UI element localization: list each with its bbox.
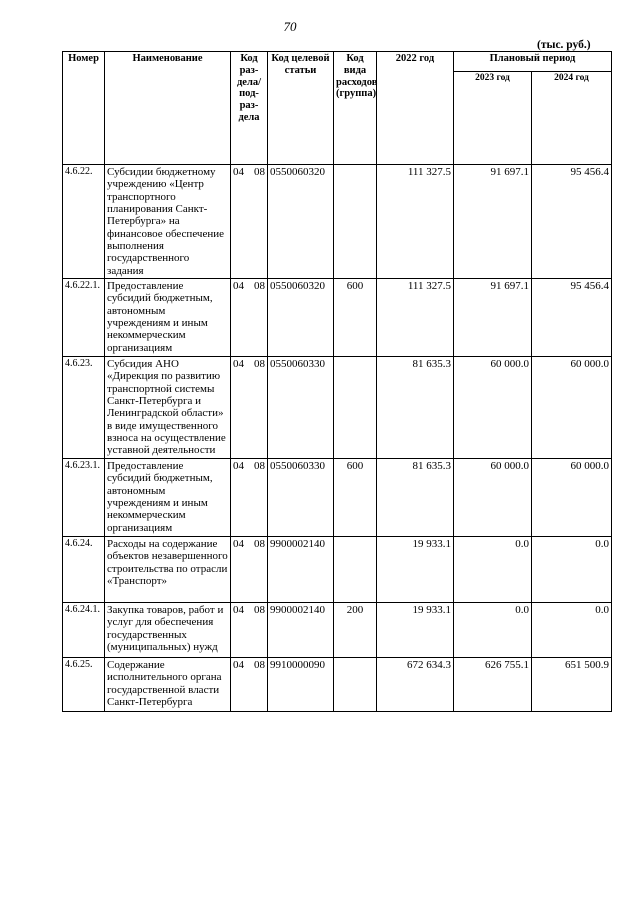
table-row <box>63 537 612 603</box>
header-target-code: Код целевой статьи <box>268 52 334 165</box>
header-name: Наименование <box>105 52 231 165</box>
row-target-code: 0550060330 <box>268 357 334 459</box>
table-row <box>63 459 612 537</box>
table-row <box>63 165 612 279</box>
row-expense-code: 600 <box>334 459 377 537</box>
header-year-2023: 2023 год <box>454 72 532 165</box>
row-expense-code <box>334 357 377 459</box>
row-amount-2022: 111 327.5 <box>377 165 454 279</box>
row-section: 04 <box>233 460 244 472</box>
row-amount-2022: 19 933.1 <box>377 537 454 603</box>
row-expense-code <box>334 165 377 279</box>
row-target-code: 0550060320 <box>268 165 334 279</box>
row-target-code: 9900002140 <box>268 537 334 603</box>
row-section: 04 <box>233 659 244 671</box>
row-amount-2023: 0.0 <box>454 603 532 658</box>
row-section-code <box>231 165 268 279</box>
header-number: Номер <box>63 52 105 165</box>
row-name: Предоставление субсидий бюджетным, автономным учреждениям и иным некоммерческим организациям <box>105 459 231 537</box>
row-amount-2024: 60 000.0 <box>532 459 612 537</box>
budget-table <box>62 51 612 712</box>
row-expense-code: 200 <box>334 603 377 658</box>
row-subsection: 08 <box>254 659 265 671</box>
row-amount-2023: 626 755.1 <box>454 658 532 712</box>
row-name: Закупка товаров, работ и услуг для обеспечения государственных (муниципальных) нужд <box>105 603 231 658</box>
row-amount-2023: 60 000.0 <box>454 357 532 459</box>
row-amount-2022: 81 635.3 <box>377 357 454 459</box>
header-planned-period: Плановый период <box>454 52 612 72</box>
row-section: 04 <box>233 604 244 616</box>
row-name: Расходы на содержание объектов незавершенного строительства по отрасли «Транспорт» <box>105 537 231 603</box>
row-number: 4.6.22. <box>63 165 105 279</box>
row-expense-code <box>334 658 377 712</box>
row-number: 4.6.24. <box>63 537 105 603</box>
row-subsection: 08 <box>254 358 265 370</box>
row-amount-2024: 0.0 <box>532 603 612 658</box>
row-section: 04 <box>233 166 244 178</box>
units-label: (тыс. руб.) <box>537 39 591 51</box>
row-section-code <box>231 658 268 712</box>
row-number: 4.6.22.1. <box>63 279 105 357</box>
row-number: 4.6.24.1. <box>63 603 105 658</box>
page-number: 70 <box>283 19 297 34</box>
table-row <box>63 357 612 459</box>
row-section-code <box>231 279 268 357</box>
row-name: Субсидия АНО «Дирекция по развитию транспортной системы Санкт-Петербурга и Ленинградской области» в виде имущественного взноса на осуществление уставной деятельности <box>105 357 231 459</box>
row-amount-2023: 91 697.1 <box>454 279 532 357</box>
header-year-2024: 2024 год <box>532 72 612 165</box>
row-number: 4.6.25. <box>63 658 105 712</box>
row-target-code: 0550060330 <box>268 459 334 537</box>
row-section-code <box>231 537 268 603</box>
row-name: Содержание исполнительного органа государственной власти Санкт-Петербурга <box>105 658 231 712</box>
row-number: 4.6.23.1. <box>63 459 105 537</box>
row-amount-2022: 111 327.5 <box>377 279 454 357</box>
row-amount-2024: 60 000.0 <box>532 357 612 459</box>
table-row <box>63 658 612 712</box>
row-amount-2023: 91 697.1 <box>454 165 532 279</box>
row-subsection: 08 <box>254 166 265 178</box>
header-section-code: Код раз-дела/ под-раз-дела <box>231 52 268 165</box>
row-section: 04 <box>233 358 244 370</box>
row-section: 04 <box>233 538 244 550</box>
row-amount-2024: 95 456.4 <box>532 279 612 357</box>
header-year-2022: 2022 год <box>377 52 454 165</box>
row-amount-2022: 19 933.1 <box>377 603 454 658</box>
row-section-code <box>231 459 268 537</box>
row-amount-2023: 0.0 <box>454 537 532 603</box>
table-header <box>63 52 612 165</box>
row-amount-2022: 81 635.3 <box>377 459 454 537</box>
table-body <box>63 165 612 712</box>
table-row <box>63 279 612 357</box>
row-amount-2024: 651 500.9 <box>532 658 612 712</box>
row-target-code: 9910000090 <box>268 658 334 712</box>
row-subsection: 08 <box>254 460 265 472</box>
row-section-code <box>231 603 268 658</box>
row-amount-2024: 95 456.4 <box>532 165 612 279</box>
row-section: 04 <box>233 280 244 292</box>
row-name: Субсидии бюджетному учреждению «Центр транспортного планирования Санкт-Петербурга» на финансовое обеспечение выполнения государственного задания <box>105 165 231 279</box>
row-amount-2023: 60 000.0 <box>454 459 532 537</box>
table-row <box>63 603 612 658</box>
row-amount-2024: 0.0 <box>532 537 612 603</box>
header-expense-code: Код вида расходов (группа) <box>334 52 377 165</box>
row-subsection: 08 <box>254 538 265 550</box>
row-name: Предоставление субсидий бюджетным, автономным учреждениям и иным некоммерческим организациям <box>105 279 231 357</box>
row-amount-2022: 672 634.3 <box>377 658 454 712</box>
row-expense-code <box>334 537 377 603</box>
row-subsection: 08 <box>254 604 265 616</box>
row-target-code: 0550060320 <box>268 279 334 357</box>
row-subsection: 08 <box>254 280 265 292</box>
row-expense-code: 600 <box>334 279 377 357</box>
row-number: 4.6.23. <box>63 357 105 459</box>
row-section-code <box>231 357 268 459</box>
row-target-code: 9900002140 <box>268 603 334 658</box>
